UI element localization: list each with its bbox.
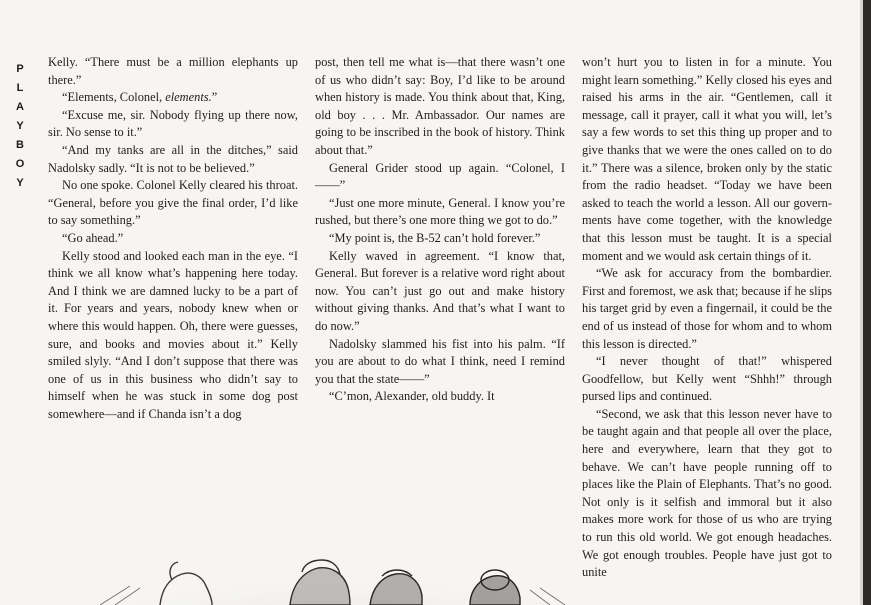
page-edge-shadow xyxy=(863,0,871,605)
paragraph: “C’mon, Alexander, old buddy. It xyxy=(329,389,495,404)
text-column-3 xyxy=(582,54,832,582)
paragraph: “Go ahead.” xyxy=(62,230,124,245)
paragraph: post, then tell me what is—that there wasn’t one of us who didn’t say: Boy, I’d like to be around when history is made. You think about that, King, old boy . . . Mr. Ambassador. Our names are going to be inscribed in the book of history. Think about that.” xyxy=(315,55,565,157)
emphasized-word: elements. xyxy=(165,90,212,105)
sidebar-letter: Y xyxy=(16,120,24,132)
ink-illustration xyxy=(40,468,580,605)
paragraph: “We ask for accuracy from the bombardier. First and foremost, we ask that; because if he slips his target grid by even a fingernail, it could be the end of us instead of those for whom and to whom this lesson is directed.” xyxy=(582,266,832,351)
paragraph: “Just one more minute, General. I know you’re rushed, but there’s one more thing we got to do.” xyxy=(315,195,565,228)
paragraph: “My point is, the B-52 can’t hold forever.” xyxy=(329,230,541,245)
sidebar-letter: A xyxy=(16,101,24,113)
paragraph: “Second, we ask that this lesson never have to be taught again and that people all over the place, here and everywhere, learn that they got to behave. We can’t have people running off to places like the Plain of Elephants. That’s no good. Not only is it selfish and immoral but it also makes more work for those of us who are trying to run this old world. We got enough headaches. We got enough troubles. People have just got to unite xyxy=(582,406,832,580)
paragraph: General Grider stood up again. “Colonel, I——” xyxy=(315,160,565,193)
sidebar-letter: L xyxy=(16,82,24,94)
sidebar-letter: O xyxy=(15,158,25,170)
paragraph: Kelly waved in agreement. “I know that, General. But forever is a relative word right about now. You can’t just go out and make history without giving thanks. And that’s what I want to do now.” xyxy=(315,248,565,333)
paragraph: No one spoke. Colonel Kelly cleared his throat. “General, before you give the final order, I’d like to say something.” xyxy=(48,178,298,228)
magazine-name-vertical xyxy=(12,60,28,193)
sidebar-letter: Y xyxy=(16,177,24,189)
paragraph: Kelly. “There must be a million elephants up there.” xyxy=(48,55,298,87)
paragraph: “Elements, Colonel, elements.” xyxy=(62,90,218,105)
paragraph: “And my tanks are all in the ditches,” said Nadolsky sadly. “It is not to be believed.” xyxy=(48,142,298,175)
paragraph: “Excuse me, sir. Nobody flying up there now, sir. No sense to it.” xyxy=(48,107,298,140)
paragraph: Kelly stood and looked each man in the eye. “I think we all know what’s happening here today. And I think we are damned lucky to be a part of it. For years and years, nobody knew when or where this would happen. Oh, there were guesses, sure, and books and movies about it.” Kelly smiled slyly. “And I don’t suppose that there was one of us in this business who didn’t say to himself when he was stuck in some dog post somewhere—and if Chanda isn’t a dog xyxy=(48,248,298,421)
paragraph: won’t hurt you to listen in for a minute. You might learn something.” Kelly closed his eyes and raised his arms in the air. “Gentlemen, call it message, call it prayer, call it what you will, let’s say a few words to set this thing up proper and to give thanks that we were the ones called on to do it.” There was a silence, broken only by the static from the radio headset. “Today we have been asked to teach the world a lesson. All our governments have come together, with the knowledge that this lesson must be taught. It is a special moment and we would ask certain things of it. xyxy=(582,55,832,263)
text-column-2 xyxy=(315,54,565,406)
paragraph: Nadolsky slammed his fist into his palm. “If you are about to do what I think, need I remind you that the state——” xyxy=(315,336,565,386)
text-column-1 xyxy=(48,54,298,423)
sidebar-letter: P xyxy=(16,63,24,75)
sidebar-letter: B xyxy=(16,139,24,151)
paragraph: “I never thought of that!” whispered Goodfellow, but Kelly went “Shhh!” through pursed lips and continued. xyxy=(582,354,832,404)
